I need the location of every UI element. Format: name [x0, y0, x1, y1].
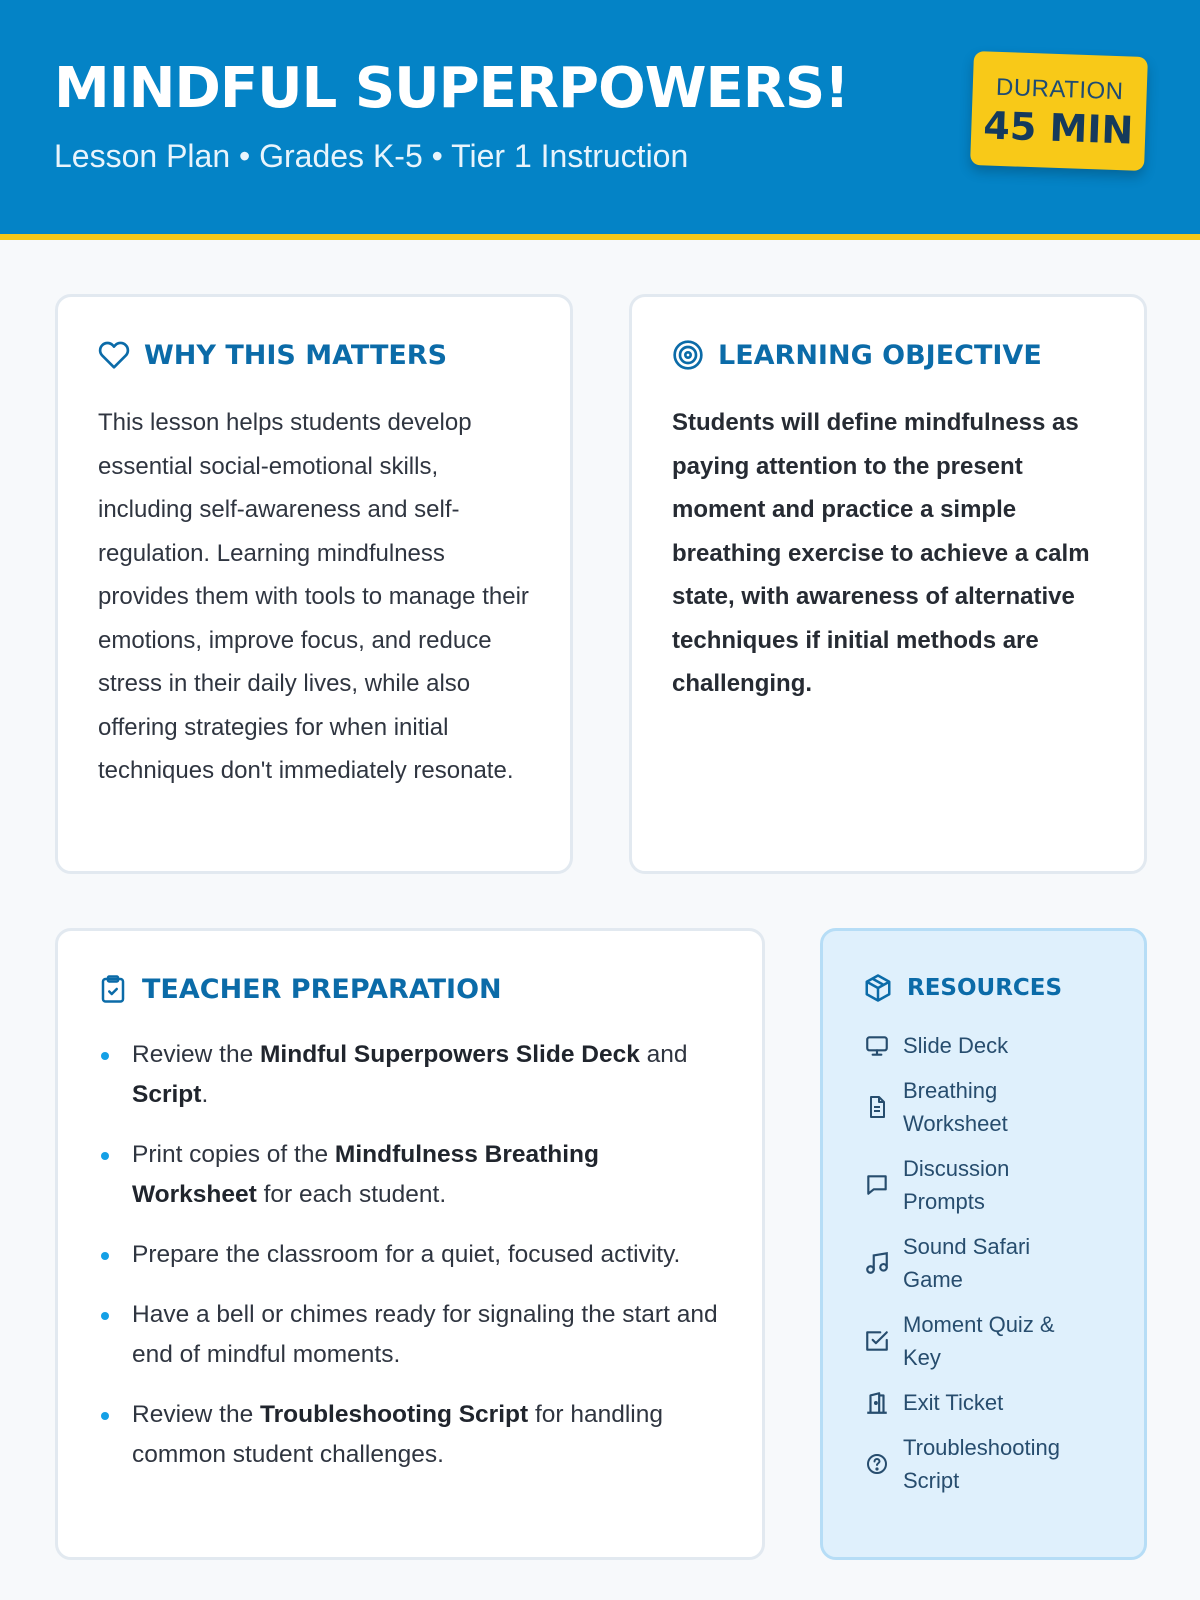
prep-item: [98, 1035, 722, 1115]
resource-sound-safari-game[interactable]: [863, 1230, 1124, 1296]
why-text: This lesson helps students develop essential social-emotional skills, including self-awareness and self-regulation. Learning mindfulness provides them with tools to manage their emotions, improve focus, and reduce stress in their daily lives, while also offering strategies for when initial techniques don't immediately resonate.: [98, 409, 529, 784]
resource-breathing-worksheet[interactable]: [863, 1074, 1124, 1140]
prep-text: and: [639, 1041, 688, 1068]
duration-value: 45 MIN: [982, 103, 1135, 153]
resource-label: Sound Safari Game: [903, 1234, 1031, 1292]
why-heading-row: [98, 339, 534, 371]
package-icon: [863, 973, 893, 1003]
duration-badge: [970, 51, 1148, 171]
resources-card: [820, 928, 1147, 1560]
clipboard-check-icon: [98, 973, 128, 1005]
duration-label: DURATION: [995, 73, 1124, 106]
monitor-icon: [863, 1033, 891, 1059]
prep-item: [98, 1235, 722, 1275]
chat-icon: [863, 1172, 891, 1198]
objective-heading: LEARNING OBJECTIVE: [718, 339, 1042, 371]
prep-item: [98, 1295, 722, 1375]
page-title: MINDFUL SUPERPOWERS!: [54, 56, 849, 121]
prep-heading: TEACHER PREPARATION: [142, 973, 502, 1005]
resources-heading: RESOURCES: [907, 975, 1063, 1001]
objective-heading-row: [672, 339, 1108, 371]
prep-text: Prepare the classroom for a quiet, focused activity.: [132, 1241, 681, 1268]
teacher-preparation-card: [55, 928, 765, 1560]
prep-bold: Script: [132, 1081, 202, 1108]
prep-text: Print copies of the: [132, 1141, 335, 1168]
resource-label: Slide Deck: [903, 1033, 1009, 1058]
music-note-icon: [863, 1250, 891, 1276]
page-subtitle: Lesson Plan • Grades K-5 • Tier 1 Instruction: [54, 138, 689, 174]
check-square-icon: [863, 1328, 891, 1354]
prep-text: Review the: [132, 1401, 261, 1428]
prep-text: Review the: [132, 1041, 261, 1068]
prep-bold: Mindfulness Breathing Worksheet: [132, 1141, 599, 1208]
prep-item: [98, 1135, 722, 1215]
prep-bold: Mindful Superpowers Slide Deck: [260, 1041, 640, 1068]
why-this-matters-card: [55, 294, 573, 874]
help-circle-icon: [863, 1452, 891, 1476]
resource-label: Troubleshooting Script: [903, 1435, 1060, 1493]
resource-label: Discussion Prompts: [903, 1156, 1010, 1214]
prep-heading-row: [98, 973, 722, 1005]
resource-label: Breathing Worksheet: [903, 1078, 1008, 1136]
why-heading: WHY THIS MATTERS: [144, 339, 448, 371]
prep-bold: Troubleshooting Script: [260, 1401, 529, 1428]
target-icon: [672, 339, 704, 371]
prep-text: Have a bell or chimes ready for signaling the start and end of mindful moments.: [132, 1301, 718, 1368]
learning-objective-card: [629, 294, 1147, 874]
prep-text: for handling common student challenges.: [132, 1401, 664, 1468]
prep-item: [98, 1395, 722, 1475]
resource-discussion-prompts[interactable]: [863, 1152, 1124, 1218]
resource-exit-ticket[interactable]: [863, 1386, 1124, 1419]
objective-text: Students will define mindfulness as paying attention to the present moment and practice a simple breathing exercise to achieve a calm state, with awareness of alternative techniques if initial methods are challenging.: [672, 409, 1090, 697]
prep-text: for each student.: [256, 1181, 447, 1208]
resource-moment-quiz[interactable]: [863, 1308, 1124, 1374]
document-icon: [863, 1094, 891, 1120]
resource-troubleshooting-script[interactable]: [863, 1431, 1124, 1497]
resource-label: Exit Ticket: [903, 1390, 1004, 1415]
prep-text: .: [201, 1081, 209, 1108]
resources-list: [863, 1029, 1124, 1497]
resource-label: Moment Quiz & Key: [903, 1312, 1055, 1370]
resources-heading-row: [863, 973, 1124, 1003]
heart-icon: [98, 339, 130, 371]
resource-slide-deck[interactable]: [863, 1029, 1124, 1062]
page-header: [0, 0, 1200, 240]
door-icon: [863, 1390, 891, 1416]
prep-list: [98, 1035, 722, 1475]
